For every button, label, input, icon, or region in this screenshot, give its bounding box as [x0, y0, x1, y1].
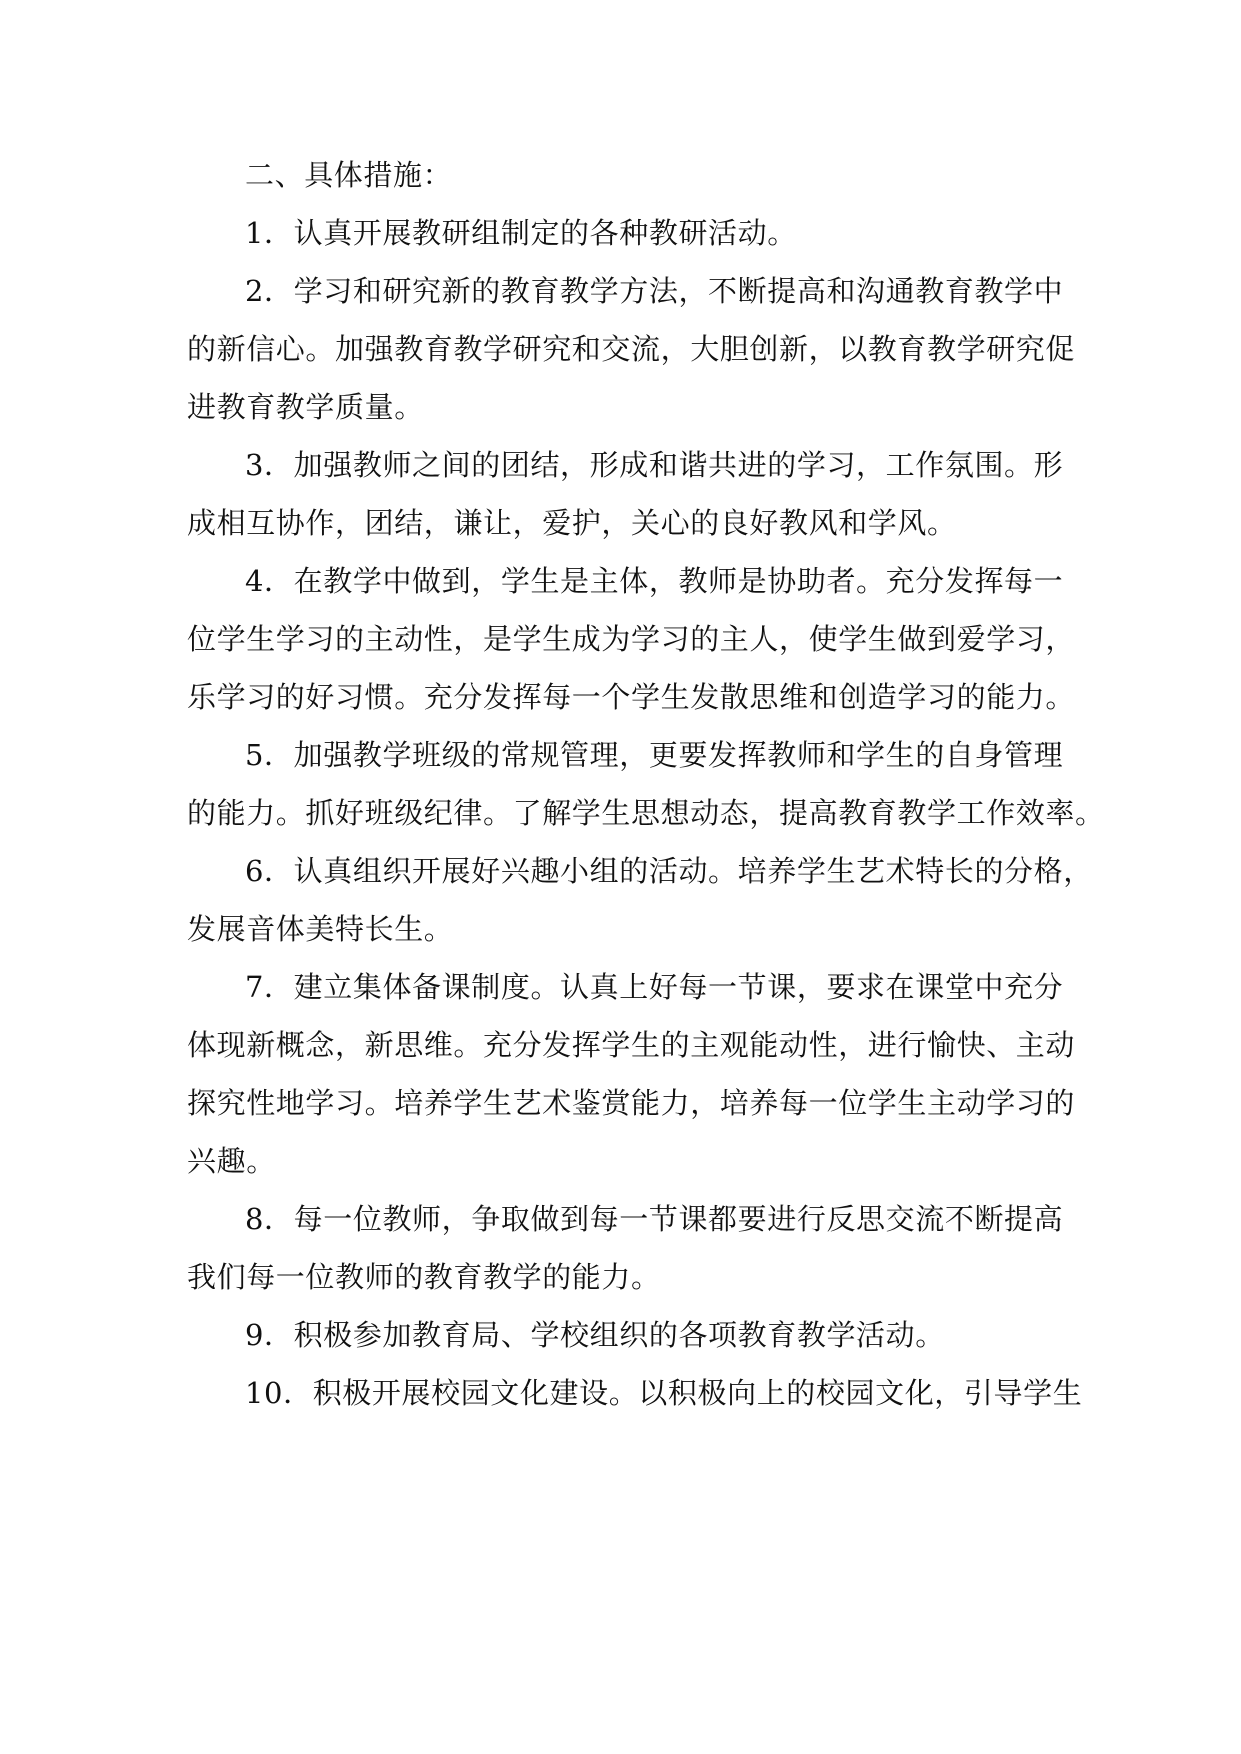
item-2-line-3: 进教育教学质量。: [187, 390, 424, 424]
item-4-line-3: 乐学习的好习惯。充分发挥每一个学生发散思维和创造学习的能力。: [187, 680, 1076, 714]
item-8-line-1: 8．每一位教师，争取做到每一节课都要进行反思交流不断提高: [245, 1202, 1064, 1236]
item-7-line-4: 兴趣。: [187, 1144, 276, 1178]
item-3-line-1: 3．加强教师之间的团结，形成和谐共进的学习，工作氛围。形: [245, 448, 1064, 482]
item-3-line-2: 成相互协作，团结，谦让，爱护，关心的良好教风和学风。: [187, 506, 957, 540]
item-4-line-1: 4．在教学中做到，学生是主体，教师是协助者。充分发挥每一: [245, 564, 1064, 598]
item-7-line-2: 体现新概念，新思维。充分发挥学生的主观能动性，进行愉快、主动: [187, 1028, 1076, 1062]
item-9-line-1: 9．积极参加教育局、学校组织的各项教育教学活动。: [245, 1318, 945, 1352]
item-7-line-1: 7．建立集体备课制度。认真上好每一节课，要求在课堂中充分: [245, 970, 1064, 1004]
section-heading: 二、具体措施：: [245, 158, 453, 192]
item-1-line-1: 1．认真开展教研组制定的各种教研活动。: [245, 216, 797, 250]
item-4-line-2: 位学生学习的主动性，是学生成为学习的主人，使学生做到爱学习，: [187, 622, 1076, 656]
item-10-line-1: 10．积极开展校园文化建设。以积极向上的校园文化，引导学生: [245, 1376, 1083, 1410]
item-8-line-2: 我们每一位教师的教育教学的能力。: [187, 1260, 661, 1294]
item-2-line-2: 的新信心。加强教育教学研究和交流，大胆创新，以教育教学研究促: [187, 332, 1076, 366]
item-7-line-3: 探究性地学习。培养学生艺术鉴赏能力，培养每一位学生主动学习的: [187, 1086, 1076, 1120]
item-5-line-2: 的能力。抓好班级纪律。了解学生思想动态，提高教育教学工作效率。: [187, 796, 1105, 830]
item-6-line-2: 发展音体美特长生。: [187, 912, 454, 946]
item-5-line-1: 5．加强教学班级的常规管理，更要发挥教师和学生的自身管理: [245, 738, 1064, 772]
item-6-line-1: 6．认真组织开展好兴趣小组的活动。培养学生艺术特长的分格，: [245, 854, 1093, 888]
item-2-line-1: 2．学习和研究新的教育教学方法，不断提高和沟通教育教学中: [245, 274, 1064, 308]
